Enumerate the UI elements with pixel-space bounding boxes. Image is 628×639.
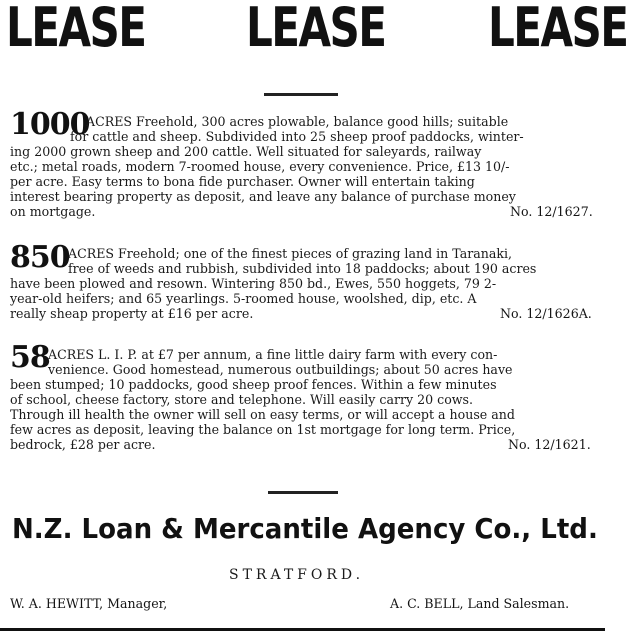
reference-number: No. 12/1627. [510, 204, 593, 219]
acreage-number: 1000 [10, 107, 90, 142]
manager-credit: W. A. HEWITT, Manager, [10, 596, 168, 611]
listing-line: really sheap property at £16 per acre. [10, 306, 254, 321]
listing-line: ACRES Freehold; one of the finest pieces of grazing land in Taranaki, [68, 246, 513, 261]
listing-line: venience. Good homestead, numerous outbuildings; about 50 acres have [48, 362, 513, 377]
divider [264, 93, 338, 96]
listing-line: on mortgage. [10, 204, 96, 219]
listing-line: of school, cheese factory, store and telephone. Will easily carry 20 cows. [10, 392, 474, 407]
listing-line: bedrock, £28 per acre. [10, 437, 156, 452]
acreage-number: 58 [10, 340, 50, 375]
listing-line: Through ill health the owner will sell on easy terms, or will accept a house and [10, 407, 515, 422]
headline-word: LEASE [6, 0, 146, 59]
headline-word: LEASE [488, 0, 628, 59]
listing-line: free of weeds and rubbish, subdivided into 18 paddocks; about 190 acres [68, 261, 537, 276]
company-name: N.Z. Loan & Mercantile Agency Co., Ltd. [12, 512, 598, 545]
listing-line: year-old heifers; and 65 yearlings. 5-roomed house, woolshed, dip, etc. A [10, 291, 477, 306]
divider [268, 491, 338, 494]
town-name: STRATFORD. [229, 567, 365, 583]
listing-line: etc.; metal roads, modern 7-roomed house, every convenience. Price, £13 10/- [10, 159, 510, 174]
listing-line: interest bearing property as deposit, and leave any balance of purchase money [10, 189, 516, 204]
listing-line: for cattle and sheep. Subdivided into 25 sheep proof paddocks, winter- [70, 129, 524, 144]
reference-number: No. 12/1621. [508, 437, 591, 452]
acreage-number: 850 [10, 240, 70, 275]
listing-line: been stumped; 10 paddocks, good sheep proof fences. Within a few minutes [10, 377, 497, 392]
listing-line: ACRES L. I. P. at £7 per annum, a fine little dairy farm with every con- [48, 347, 498, 362]
salesman-credit: A. C. BELL, Land Salesman. [390, 596, 570, 611]
reference-number: No. 12/1626A. [500, 306, 592, 321]
listing-line: few acres as deposit, leaving the balance on 1st mortgage for long term. Price, [10, 422, 516, 437]
headline [0, 0, 628, 66]
headline-word: LEASE [246, 0, 386, 59]
listing-line: ing 2000 grown sheep and 200 cattle. Well situated for saleyards, railway [10, 144, 482, 159]
listing-line: have been plowed and resown. Wintering 850 bd., Ewes, 550 hoggets, 79 2- [10, 276, 497, 291]
listing-line: ACRES Freehold, 300 acres plowable, balance good hills; suitable [86, 114, 509, 129]
bottom-border [0, 628, 605, 631]
listing-line: per acre. Easy terms to bona fide purchaser. Owner will entertain taking [10, 174, 475, 189]
